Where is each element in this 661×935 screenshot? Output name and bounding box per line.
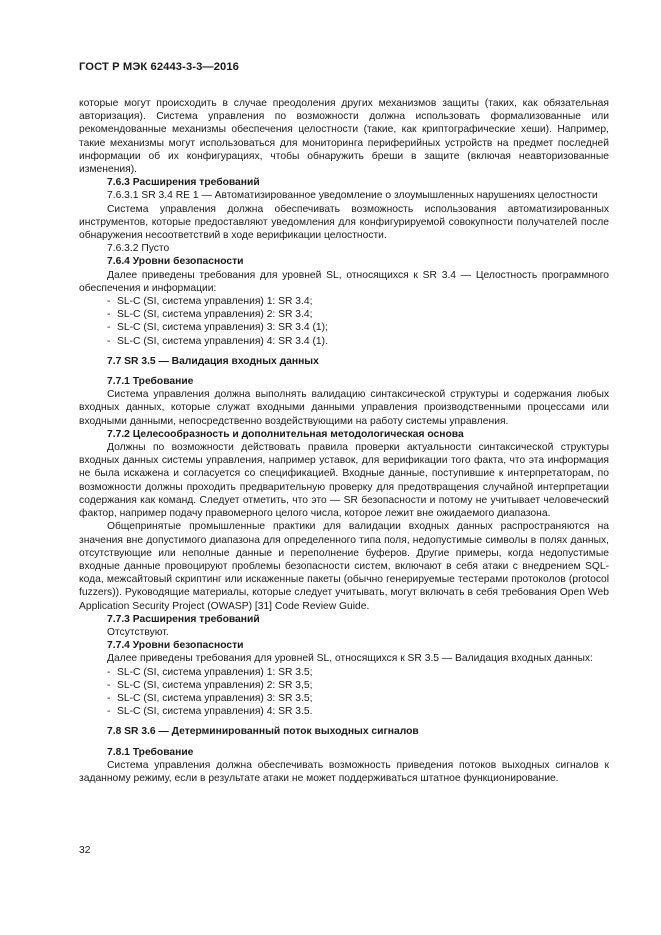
paragraph-7-7-2-a: Должны по возможности действовать правила проверки актуальности синтаксической структуры входных данных системы управления, например уставок, для верификации того факта, что эта информация не была искажена и согласуется со спецификацией. Входные данные, поступившие к интерпретаторам, по возможности должны проходить предварительную проверку для предотвращения случайной интерпретации содержания как команд. Следует отметить, что это — SR безопасности и потому не учитывает человеческий фактор, например подачу правомерного целого числа, которое лежит вне ожидаемого диапазона. bbox=[79, 442, 609, 520]
heading-7-7-2: 7.7.2 Целесообразность и дополнительная методологическая основа bbox=[107, 428, 464, 440]
dash-bullet: - bbox=[107, 679, 111, 691]
list-item-text: SL-C (SI, система управления) 1: SR 3.5; bbox=[117, 666, 313, 678]
dash-bullet: - bbox=[107, 309, 111, 321]
list-item-text: SL-C (SI, система управления) 1: SR 3.4; bbox=[117, 296, 313, 308]
list-item bbox=[79, 666, 609, 679]
heading-7-7: 7.7 SR 3.5 — Валидация входных данных bbox=[107, 355, 319, 367]
dash-bullet: - bbox=[107, 666, 111, 678]
dash-bullet: - bbox=[107, 322, 111, 334]
paragraph-7-7-4: Далее приведены требования для уровней SL, относящихся к SR 3.5 — Валидация входных данных: bbox=[107, 653, 593, 665]
paragraph-7-6-3-2: 7.6.3.2 Пусто bbox=[107, 243, 170, 255]
list-item bbox=[79, 295, 609, 308]
paragraph-7-8-1: Система управления должна обеспечивать возможность приведения потоков выходных сигналов к заданному режиму, если в результате атаки не может поддерживаться штатное функционирование. bbox=[79, 759, 609, 784]
heading-7-7-3: 7.7.3 Расширения требований bbox=[107, 613, 260, 625]
paragraph-continuation: которые могут происходить в случае преодоления других механизмов защиты (таких, как обязательная авторизация). Система управления по возможности должна использовать формализованные или рекомендованные механизмы обеспечения целостности (такие, как криптографические хеши). Например, такие механизмы могут использоваться для мониторинга периферийных устройств на предмет последней информации об их конфигурациях, чтобы обнаружить бреши в защите (включая неавторизованные изменения). bbox=[79, 98, 609, 176]
document-header: ГОСТ Р МЭК 62443-3-3—2016 bbox=[79, 61, 240, 73]
list-item bbox=[79, 705, 609, 718]
paragraph-7-7-3: Отсутствуют. bbox=[107, 626, 169, 638]
dash-bullet: - bbox=[107, 692, 111, 704]
heading-7-7-4: 7.7.4 Уровни безопасности bbox=[107, 640, 244, 652]
list-7-7-4 bbox=[79, 666, 609, 719]
list-item-text: SL-C (SI, система управления) 3: SR 3.4 (1); bbox=[117, 322, 328, 334]
heading-7-8-1: 7.8.1 Требование bbox=[107, 746, 194, 758]
list-item bbox=[79, 335, 609, 348]
paragraph-7-6-3-1-body: Система управления должна обеспечивать возможность использования автоматизированных инструментов, которые предоставляют уведомления для конфигурируемой совокупности получателей после обнаружения несоответствий в ходе верификации целостности. bbox=[79, 203, 609, 242]
list-item-text: SL-C (SI, система управления) 4: SR 3.4 (1). bbox=[117, 335, 328, 347]
page-number: 32 bbox=[79, 845, 91, 856]
dash-bullet: - bbox=[107, 296, 111, 308]
list-item bbox=[79, 321, 609, 334]
paragraph-7-6-4: Далее приведены требования для уровней SL, относящихся к SR 3.4 — Целостность программного обеспечения и информации: bbox=[79, 269, 609, 294]
heading-7-6-3: 7.6.3 Расширения требований bbox=[107, 177, 260, 189]
dash-bullet: - bbox=[107, 335, 111, 347]
dash-bullet: - bbox=[107, 706, 111, 718]
paragraph-7-7-1: Система управления должна выполнять валидацию синтаксической структуры и содержания любых входных данных, которые служат входными данными управления производственными процессами или входными данными, непосредственно воздействующими на работу системы управления. bbox=[79, 389, 609, 427]
heading-7-7-1: 7.7.1 Требование bbox=[107, 376, 194, 388]
heading-7-8: 7.8 SR 3.6 — Детерминированный поток выходных сигналов bbox=[107, 726, 419, 738]
document-body bbox=[79, 97, 609, 785]
list-item-text: SL-C (SI, система управления) 2: SR 3,5; bbox=[117, 679, 313, 691]
paragraph-7-7-2-b: Общепринятые промышленные практики для валидации входных данных распространяются на значения вне допустимого диапазона для определенного типа поля, недопустимые символы в полях данных, отсутствующие или неполные данные и переполнение буферов. Другие примеры, когда недопустимые входные данные провоцируют проблемы безопасности систем, включают в себя атаки с внедрением SQL-кода, межсайтовый скриптинг или искаженные пакеты (обычно генерируемые тестерами протоколов (protocol fuzzers)). Руководящие материалы, которые следует учитывать, могут включать в себя требования Open Web Application Security Project (OWASP) [31] Code Review Guide. bbox=[79, 521, 609, 612]
heading-7-6-4: 7.6.4 Уровни безопасности bbox=[107, 256, 244, 268]
list-item bbox=[79, 308, 609, 321]
list-item bbox=[79, 692, 609, 705]
list-item-text: SL-C (SI, система управления) 2: SR 3.4; bbox=[117, 309, 313, 321]
list-item bbox=[79, 679, 609, 692]
list-7-6-4 bbox=[79, 295, 609, 348]
paragraph-7-6-3-1-title: 7.6.3.1 SR 3.4 RE 1 — Автоматизированное уведомление о злоумышленных нарушениях целостности bbox=[107, 190, 598, 202]
list-item-text: SL-C (SI, система управления) 3: SR 3.5; bbox=[117, 692, 313, 704]
list-item-text: SL-C (SI, система управления) 4: SR 3.5. bbox=[117, 706, 313, 718]
